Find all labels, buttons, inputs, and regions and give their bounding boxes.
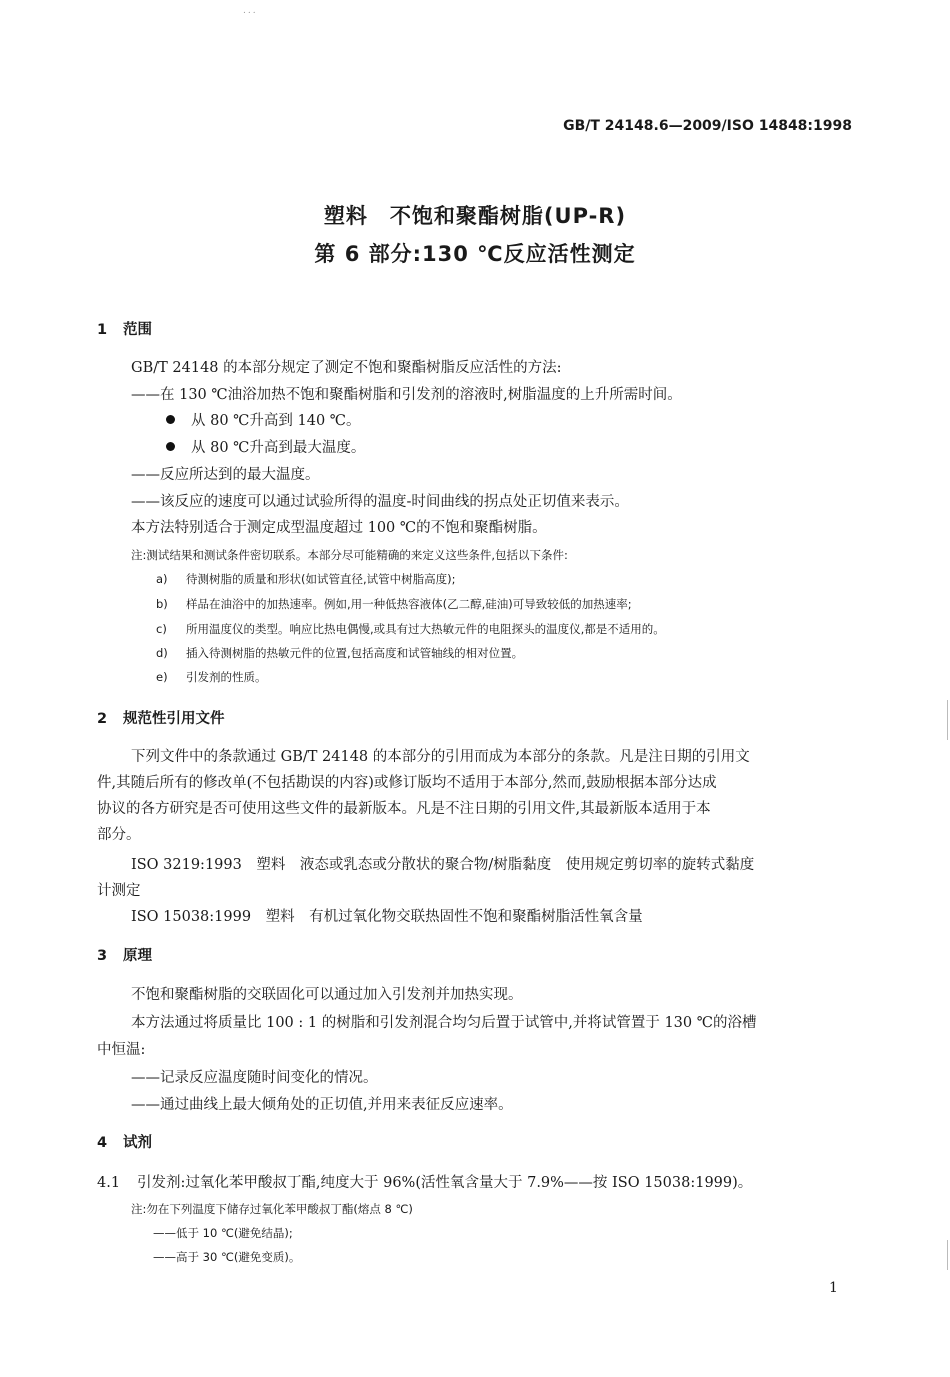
bullet-icon bbox=[166, 415, 175, 424]
note-item-text: 待测树脂的质量和形状(如试管直径,试管中树脂高度); bbox=[186, 572, 456, 586]
section-title: 试剂 bbox=[123, 1135, 152, 1151]
s1-dash-3: ——该反应的速度可以通过试验所得的温度-时间曲线的拐点处正切值来表示。 bbox=[131, 494, 629, 510]
scan-edge-mark bbox=[947, 700, 948, 740]
s3-para-2-line-1: 本方法通过将质量比 100 : 1 的树脂和引发剂混合均匀后置于试管中,并将试管置于 130 ℃的浴槽 bbox=[131, 1015, 757, 1031]
section-number: 1 bbox=[97, 322, 108, 338]
page-number: 1 bbox=[829, 1280, 838, 1296]
s1-note-item bbox=[156, 571, 456, 587]
bullet-icon bbox=[166, 442, 175, 451]
scan-marks: ... bbox=[243, 6, 258, 16]
section-2-heading bbox=[97, 707, 225, 728]
s2-para-line-3: 协议的各方研究是否可使用这些文件的最新版本。凡是不注日期的引用文件,其最新版本适用于本 bbox=[97, 801, 711, 817]
s2-para-line-4: 部分。 bbox=[97, 827, 141, 843]
s1-note-item bbox=[156, 596, 632, 612]
s1-bullet-1 bbox=[166, 409, 361, 430]
s3-dash-2: ——通过曲线上最大倾角处的正切值,并用来表征反应速率。 bbox=[131, 1097, 513, 1113]
section-title: 规范性引用文件 bbox=[123, 711, 225, 727]
s1-note-item bbox=[156, 669, 267, 685]
section-1-heading bbox=[97, 318, 152, 339]
note-item-label: d) bbox=[156, 646, 168, 660]
s4-note-dash-1: ——低于 10 ℃(避免结晶); bbox=[153, 1226, 293, 1240]
section-number: 3 bbox=[97, 948, 108, 964]
standard-number: GB/T 24148.6—2009/ISO 14848:1998 bbox=[563, 118, 852, 134]
s2-para-line-2: 件,其随后所有的修改单(不包括勘误的内容)或修订版均不适用于本部分,然而,鼓励根据本部分达成 bbox=[97, 775, 717, 791]
scan-edge-mark bbox=[947, 1240, 948, 1270]
s1-note-item bbox=[156, 645, 523, 661]
s2-ref-1-line-1: ISO 3219:1993 塑料 液态或乳态或分散状的聚合物/树脂黏度 使用规定剪切率的旋转式黏度 bbox=[131, 857, 755, 873]
note-item-label: c) bbox=[156, 622, 167, 636]
note-item-text: 插入待测树脂的热敏元件的位置,包括高度和试管轴线的相对位置。 bbox=[186, 646, 524, 660]
s2-ref-1-line-2: 计测定 bbox=[97, 883, 141, 899]
s1-note-item bbox=[156, 621, 665, 637]
note-item-text: 样品在油浴中的加热速率。例如,用一种低热容液体(乙二醇,硅油)可导致较低的加热速率; bbox=[186, 597, 632, 611]
bullet-text: 从 80 ℃升高到最大温度。 bbox=[191, 440, 366, 456]
s2-para-line-1: 下列文件中的条款通过 GB/T 24148 的本部分的引用而成为本部分的条款。凡是注日期的引用文 bbox=[131, 749, 750, 765]
item-number: 4.1 bbox=[97, 1175, 121, 1191]
note-item-label: e) bbox=[156, 670, 168, 684]
s1-note-intro: 注:测试结果和测试条件密切联系。本部分尽可能精确的来定义这些条件,包括以下条件: bbox=[131, 548, 568, 562]
title-line-2: 第 6 部分:130 ℃反应活性测定 bbox=[314, 242, 636, 266]
section-title: 范围 bbox=[123, 322, 152, 338]
s1-intro: GB/T 24148 的本部分规定了测定不饱和聚酯树脂反应活性的方法: bbox=[131, 360, 562, 376]
section-title: 原理 bbox=[123, 948, 152, 964]
s1-bullet-2 bbox=[166, 436, 365, 457]
section-3-heading bbox=[97, 944, 152, 965]
section-number: 4 bbox=[97, 1135, 108, 1151]
s3-dash-1: ——记录反应温度随时间变化的情况。 bbox=[131, 1070, 378, 1086]
s4-item-4-1 bbox=[97, 1171, 752, 1192]
s3-para-2-line-2: 中恒温: bbox=[97, 1042, 146, 1058]
section-number: 2 bbox=[97, 711, 108, 727]
bullet-text: 从 80 ℃升高到 140 ℃。 bbox=[191, 413, 361, 429]
s4-note: 注:勿在下列温度下储存过氧化苯甲酸叔丁酯(熔点 8 ℃) bbox=[131, 1202, 413, 1216]
note-item-label: b) bbox=[156, 597, 168, 611]
s1-dash-2: ——反应所达到的最大温度。 bbox=[131, 467, 320, 483]
note-item-text: 引发剂的性质。 bbox=[186, 670, 267, 684]
s4-note-dash-2: ——高于 30 ℃(避免变质)。 bbox=[153, 1250, 301, 1264]
note-item-text: 所用温度仪的类型。响应比热电偶慢,或具有过大热敏元件的电阻探头的温度仪,都是不适用的。 bbox=[186, 622, 665, 636]
item-text: 引发剂:过氧化苯甲酸叔丁酯,纯度大于 96%(活性氧含量大于 7.9%——按 ISO 15038:1999)。 bbox=[137, 1175, 753, 1191]
title-line-1: 塑料 不饱和聚酯树脂(UP-R) bbox=[323, 204, 627, 228]
section-4-heading bbox=[97, 1131, 152, 1152]
s3-para-1: 不饱和聚酯树脂的交联固化可以通过加入引发剂并加热实现。 bbox=[131, 987, 523, 1003]
s1-para: 本方法特别适合于测定成型温度超过 100 ℃的不饱和聚酯树脂。 bbox=[131, 520, 547, 536]
s1-dash-1: ——在 130 ℃油浴加热不饱和聚酯树脂和引发剂的溶液时,树脂温度的上升所需时间。 bbox=[131, 387, 682, 403]
s2-ref-2: ISO 15038:1999 塑料 有机过氧化物交联热固性不饱和聚酯树脂活性氧含量 bbox=[131, 909, 643, 925]
note-item-label: a) bbox=[156, 572, 168, 586]
